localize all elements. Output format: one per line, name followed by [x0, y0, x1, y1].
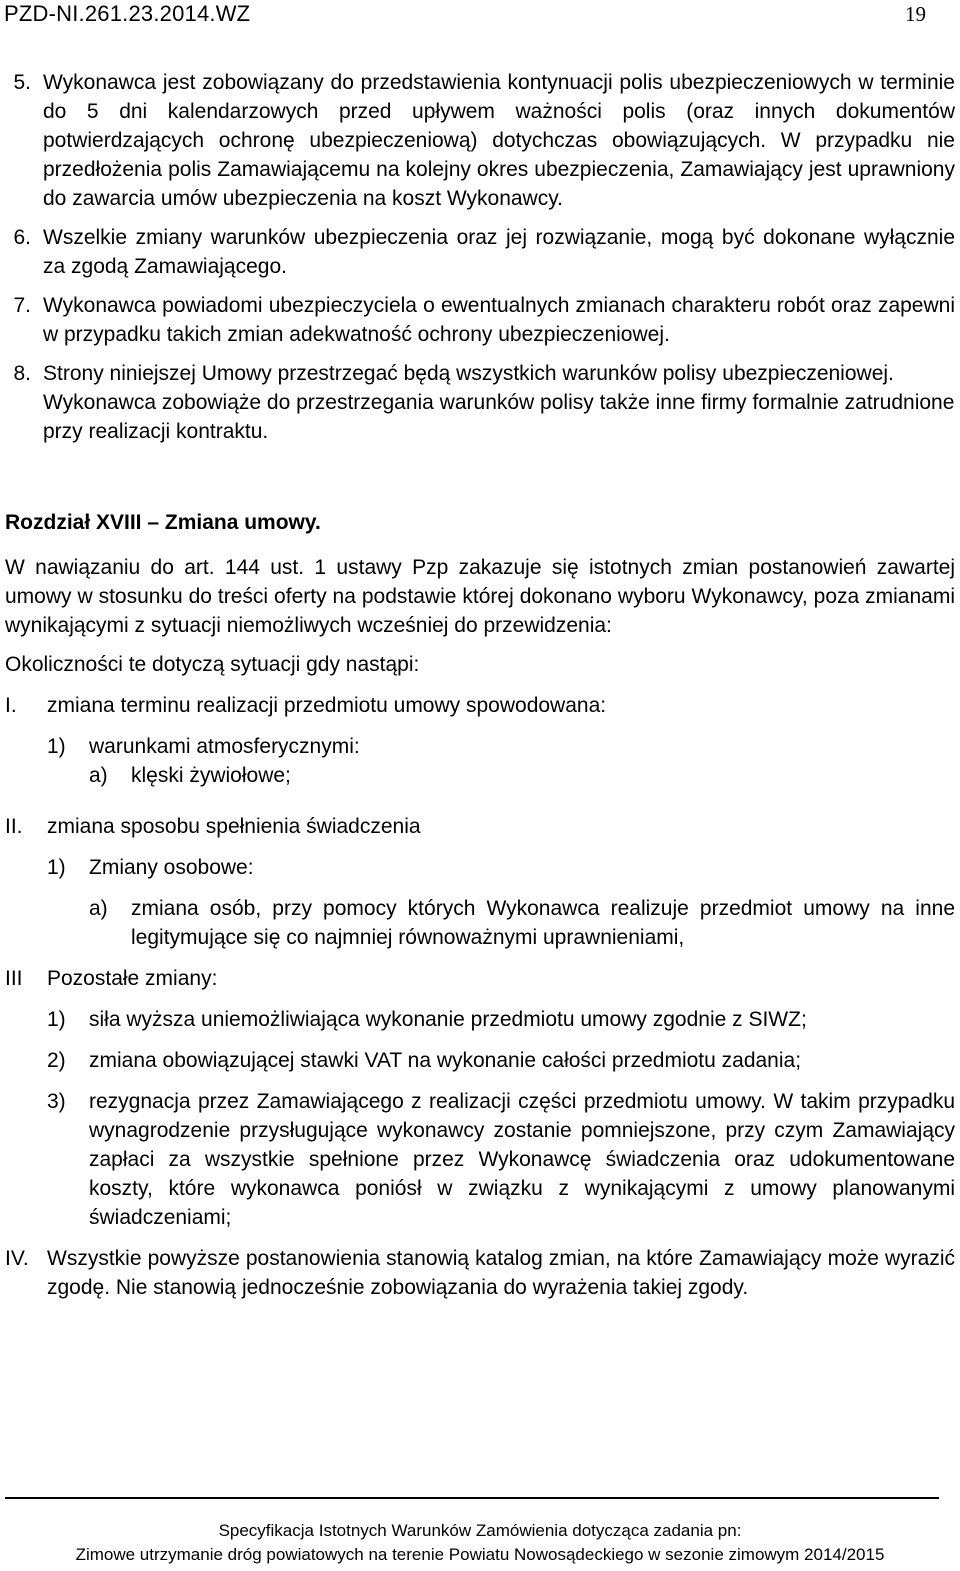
subitem-text: rezygnacja przez Zamawiającego z realizacji części przedmiotu umowy. W takim przypadku wynagrodzenie przysługujące wykonawcy zostanie pomniejszone, przy czym Zamawiający zapłaci za wszystkie spełnione przez Wykonawcę świadczenia oraz udokumentowane koszty, które wykonawca poniósł w związku z wynikającymi z umowy planowanymi świadczeniami;	[89, 1090, 955, 1229]
item-text: Wykonawca powiadomi ubezpieczyciela o ewentualnych zmianach charakteru robót oraz zapewni w przypadku takich zmian adekwatność ochrony ubezpieczeniowej.	[43, 294, 955, 346]
item-text: Wykonawca jest zobowiązany do przedstawienia kontynuacji polis ubezpieczeniowych w terminie do 5 dni kalendarzowych przed upływem ważności polis (oraz innych dokumentów potwierdzających ochronę ubezpieczeniową) dotychczas obowiązujących. W przypadku nie przedłożenia polis Zamawiającemu na kolejny okres ubezpieczenia, Zamawiający jest uprawniony do zawarcia umów ubezpieczenia na koszt Wykonawcy.	[43, 71, 955, 210]
item-number: 6.	[13, 226, 31, 249]
section-ii	[5, 812, 955, 952]
subitem-number: 1)	[47, 1008, 66, 1031]
footer-line-2: Zimowe utrzymanie dróg powiatowych na terenie Powiatu Nowosądeckiego w sezonie zimowym 2014/2015	[75, 1545, 885, 1564]
subsubitem-text: klęski żywiołowe;	[131, 764, 291, 787]
item-text: Wszelkie zmiany warunków ubezpieczenia oraz jej rozwiązanie, mogą być dokonane wyłącznie za zgodą Zamawiającego.	[43, 226, 955, 278]
footer-divider	[5, 1497, 939, 1499]
page-header	[0, 0, 960, 30]
document-id: PZD-NI.261.23.2014.WZ	[4, 1, 251, 26]
section-number: III	[5, 967, 23, 990]
subitem-text: zmiana obowiązującej stawki VAT na wykonanie całości przedmiotu zadania;	[89, 1049, 802, 1072]
section-title: zmiana sposobu spełnienia świadczenia	[47, 815, 421, 838]
subitem	[47, 1005, 955, 1034]
subitem-text: siła wyższa uniemożliwiająca wykonanie przedmiotu umowy zgodnie z SIWZ;	[89, 1008, 807, 1031]
section-number: I.	[5, 694, 17, 717]
subitem-number: 2)	[47, 1049, 66, 1072]
subsubitem	[89, 761, 955, 790]
section-title: zmiana terminu realizacji przedmiotu umowy spowodowana:	[47, 694, 607, 717]
footer-line-1: Specyfikacja Istotnych Warunków Zamówienia dotycząca zadania pn:	[218, 1521, 742, 1540]
subitem	[47, 1087, 955, 1232]
subitem	[47, 732, 955, 790]
subitem-number: 1)	[47, 735, 66, 758]
section-title: Pozostałe zmiany:	[47, 967, 218, 990]
section-number: II.	[5, 815, 23, 838]
page-content	[5, 68, 955, 1302]
section-iv	[5, 1244, 955, 1302]
list-item	[5, 359, 955, 446]
item-text: Strony niniejszej Umowy przestrzegać będą wszystkich warunków polisy ubezpieczeniowej. Wykonawca zobowiąże do przestrzegania warunków polisy także inne firmy formalnie zatrudnione przy realizacji kontraktu.	[43, 362, 955, 443]
subitem-number: 3)	[47, 1090, 66, 1113]
subitem	[47, 853, 955, 952]
item-number: 8.	[13, 362, 31, 385]
subsubitem-letter: a)	[89, 897, 108, 920]
section-i	[5, 691, 955, 790]
subitem	[47, 1046, 955, 1075]
circumstances-line: Okoliczności te dotyczą sytuacji gdy nastąpi:	[5, 653, 420, 676]
section-text: Wszystkie powyższe postanowienia stanowią katalog zmian, na które Zamawiający może wyrazić zgodę. Nie stanowią jednocześnie zobowiązania do wyrażenia takiej zgody.	[47, 1247, 955, 1299]
subsubitem-letter: a)	[89, 764, 108, 787]
subitem-number: 1)	[47, 856, 66, 879]
subitem-text: Zmiany osobowe:	[89, 856, 254, 879]
subsubitem	[89, 894, 955, 952]
section-iii	[5, 964, 955, 1232]
intro-paragraph: W nawiązaniu do art. 144 ust. 1 ustawy Pzp zakazuje się istotnych zmian postanowień zawartej umowy w stosunku do treści oferty na podstawie której dokonano wyboru Wykonawcy, poza zmianami wynikającymi z sytuacji niemożliwych wcześniej do przewidzenia:	[5, 556, 955, 637]
subsubitem-text: zmiana osób, przy pomocy których Wykonawca realizuje przedmiot umowy na inne legitymujące się co najmniej równoważnymi uprawnieniami,	[131, 897, 955, 949]
page-number: 19	[905, 2, 926, 26]
list-item	[5, 291, 955, 349]
item-number: 5.	[13, 71, 31, 94]
subitem-text: warunkami atmosferycznymi:	[89, 735, 360, 758]
list-item	[5, 68, 955, 213]
item-number: 7.	[13, 294, 31, 317]
section-number: IV.	[5, 1247, 29, 1270]
chapter-title: Rozdział XVIII – Zmiana umowy.	[5, 511, 321, 534]
list-item	[5, 223, 955, 281]
